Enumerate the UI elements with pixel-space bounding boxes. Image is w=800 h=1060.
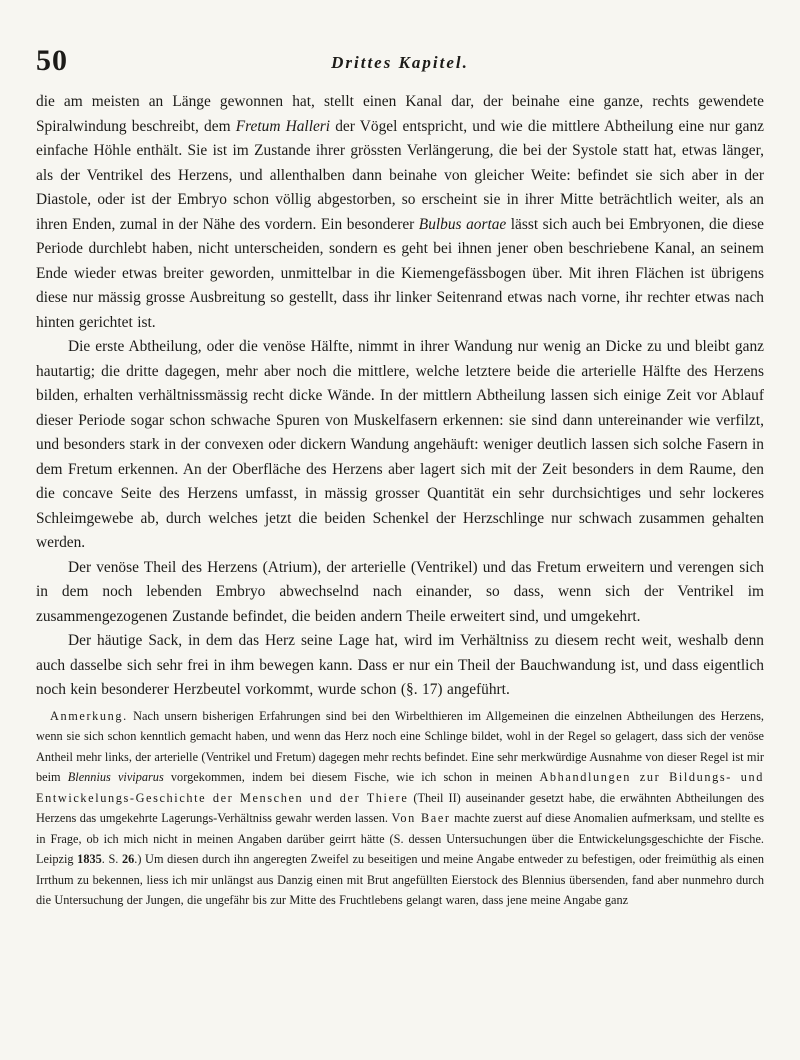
term-fretum-halleri: Fretum Halleri	[235, 117, 331, 135]
term-bulbus-aortae: Bulbus aortae	[418, 215, 507, 233]
footnote-anmerkung	[36, 706, 764, 911]
running-head: Drittes Kapitel.	[331, 53, 469, 72]
term-blennius-viviparus: Blennius viviparus	[67, 770, 164, 784]
paragraph-1	[36, 90, 764, 335]
note-text-c: (Theil II) auseinander gesetzt habe, die erwähnten Abtheilungen des Herzens das umgekehrte Lagerungs-Verhältniss gewahr werden lassen.	[36, 790, 764, 825]
note-text-b: vorgekommen, indem bei diesem Fische, wie ich schon in meinen	[163, 770, 540, 784]
note-text-e: . S.	[101, 852, 122, 866]
paragraph-1-text-b: der Vögel entspricht, und wie die mittlere Abtheilung eine nur ganz einfache Höhle enthält. Sie ist im Zustande ihrer grössten Verlängerung, die bei der Systole statt hat, etwas länger, als der Ventrikel des Herzens, und allenthalben dann beinahe von gleicher Weite: befindet sie sich aber in der Diastole, oder ist der Embryo schon völlig abgestorben, so erscheint sie in ihrer Mitte beträchtlich weiter, als an ihren Enden, zumal in der Nähe des vordern. Ein besonderer	[36, 117, 764, 233]
book-title-abhandlungen: Abhandlungen zur Bildungs- und Entwickelungs-Geschichte der Menschen und der Thiere	[36, 770, 764, 805]
note-label: Anmerkung.	[50, 708, 128, 723]
note-text-a: Nach unsern bisherigen Erfahrungen sind bei den Wirbelthieren im Allgemeinen die einzelnen Abtheilungen des Herzens, wenn sie sich schon kenntlich gemacht haben, und wenn das Herz noch eine Schlinge bildet, wohl in der Regel so gelagert, dass sich der venöse Antheil mehr links, der arterielle (Ventrikel und Fretum) dagegen mehr rechts befindet. Eine sehr merkwürdige Ausnahme von dieser Regel ist mir beim	[36, 708, 764, 784]
page-number: 50	[36, 44, 68, 77]
paragraph-2: Die erste Abtheilung, oder die venöse Hälfte, nimmt in ihrer Wandung nur wenig an Dicke zu und bleibt ganz hautartig; die dritte dagegen, mehr aber noch die mittlere, welche letztere beide die arterielle Hälfte des Herzens bilden, erhalten verhältnissmässig recht dicke Wände. In der mittlern Abtheilung lassen sich einige Zeit vor Ablauf dieser Periode sogar schon schwache Spuren von Muskelfasern erkennen: sie sind dann untereinander wie verfilzt, und besonders stark in der convexen oder dickern Wandung angehäuft: weniger deutlich lassen sich solche Fasern in dem Fretum erkennen. An der Oberfläche des Herzens aber lagert sich mit der Zeit besonders in dem Raume, den die concave Seite des Herzens umfasst, in mässig grosser Quantität ein sehr durchsichtiges und sehr lockeres Schleimgewebe ab, durch welches jetzt die beiden Schenkel der Herzschlinge nur schwach zusammen gehalten werden.	[36, 338, 764, 551]
paragraph-1-text-c: lässt sich auch bei Embryonen, die diese Periode durchlebt haben, nicht unterscheiden, sondern es geht bei ihnen jener oben beschriebene Kanal, an seinem Ende wieder etwas breiter geworden, unmittelbar in die Kiemengefässbogen über. Mit ihren Flächen ist übrigens diese nur mässig grosse Ausbreitung so gestellt, dass ihr linker Seitenrand etwas nach vorne, ihr rechter etwas nach hinten gerichtet ist.	[36, 215, 764, 331]
paragraph-3: Der venöse Theil des Herzens (Atrium), der arterielle (Ventrikel) und das Fretum erweitern und verengen sich in dem noch lebenden Embryo abwechselnd nach einander, so dass, wenn sich der Ventrikel im zusammengezogenen Zustande befindet, die beiden andern Theile erweitert sind, und umgekehrt.	[36, 558, 764, 625]
note-text-f: .) Um diesen durch ihn angeregten Zweifel zu beseitigen und meine Angabe entweder zu befestigen, oder freimüthig als einen Irrthum zu bekennen, liess ich mir unlängst aus Danzig einen mit Brut angefüllten Eierstock des Blennius übersenden, fand aber nunmehro durch die Untersuchung der Jungen, die ungefähr bis zur Mitte des Fruchtlebens gelangt waren, dass jene meine Angabe ganz	[36, 852, 764, 907]
page-header	[36, 44, 764, 78]
year-1835: 1835	[77, 852, 102, 866]
note-text-d: machte zuerst auf diese Anomalien aufmerksam, und stellte es in Frage, ob ich mich nicht in meinen Angaben darüber geirrt hätte (S. dessen Untersuchungen über die Entwickelungsgeschichte der Fische. Leipzig	[36, 811, 764, 866]
author-von-baer: Von Baer	[391, 811, 451, 825]
paragraph-1-text-a: die am meisten an Länge gewonnen hat, stellt einen Kanal dar, der beinahe eine ganze, rechts gewendete Spiralwindung beschreibt, dem	[36, 93, 764, 135]
main-text	[36, 90, 764, 703]
page-ref-26: 26	[121, 852, 135, 866]
book-page	[36, 44, 764, 911]
paragraph-4: Der häutige Sack, in dem das Herz seine Lage hat, wird im Verhältniss zu diesem recht weit, weshalb denn auch dasselbe sich sehr frei in ihm bewegen kann. Dass er nur ein Theil der Bauchwandung ist, und dass eigentlich noch kein besonderer Herzbeutel vorkommt, wurde schon (§. 17) angeführt.	[36, 632, 764, 698]
